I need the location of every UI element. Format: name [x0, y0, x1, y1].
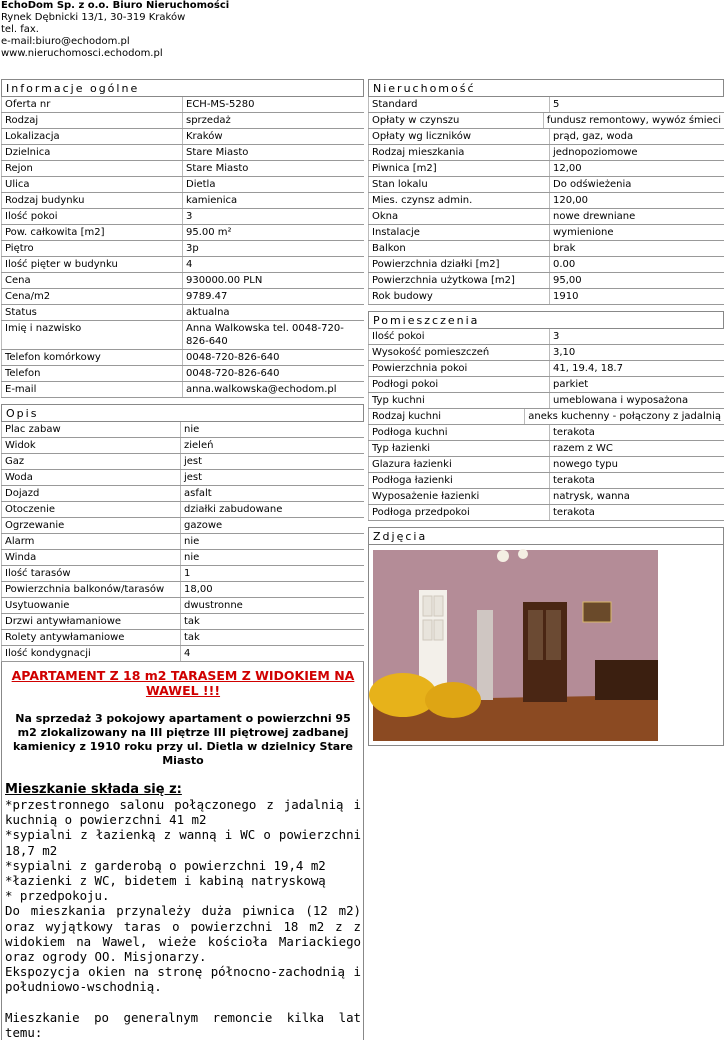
property-value: 5	[553, 99, 560, 110]
general-info-row	[1, 145, 364, 161]
general-info-value: Kraków	[186, 131, 223, 142]
opis-row	[1, 566, 364, 582]
opis-label: Powierzchnia balkonów/tarasów	[1, 582, 181, 597]
general-info-row	[1, 382, 364, 398]
general-info-value: Stare Miasto	[186, 147, 249, 158]
opis-row	[1, 518, 364, 534]
property-label: Stan lokalu	[368, 177, 550, 192]
property-value: prąd, gaz, woda	[553, 131, 634, 142]
opis-row	[1, 550, 364, 566]
rooms-value: 41, 19.4, 18.7	[553, 363, 623, 374]
rooms-label: Wysokość pomieszczeń	[368, 345, 550, 360]
opis-row	[1, 502, 364, 518]
rooms-label: Typ kuchni	[368, 393, 550, 408]
opis-table	[1, 422, 364, 662]
general-info-value: 930000.00 PLN	[186, 275, 263, 286]
opis-label: Otoczenie	[1, 502, 181, 517]
property-value: Do odświeżenia	[553, 179, 632, 190]
general-info-table	[1, 97, 364, 398]
living-room-illustration	[373, 550, 658, 741]
property-row	[368, 177, 724, 193]
property-row	[368, 225, 724, 241]
opis-row	[1, 630, 364, 646]
rooms-row	[368, 409, 724, 425]
opis-label: Woda	[1, 470, 181, 485]
property-value: 120,00	[553, 195, 588, 206]
rooms-value: terakota	[553, 475, 595, 486]
general-info-value: 0048-720-826-640	[186, 368, 280, 379]
opis-label: Usytuowanie	[1, 598, 181, 613]
general-info-row	[1, 97, 364, 113]
rooms-label: Typ łazienki	[368, 441, 550, 456]
opis-row	[1, 598, 364, 614]
opis-row	[1, 454, 364, 470]
opis-value: 4	[184, 648, 191, 659]
rooms-value: terakota	[553, 507, 595, 518]
general-info-label: Ilość pokoi	[1, 209, 183, 224]
rooms-label: Ilość pokoi	[368, 329, 550, 344]
rooms-value: terakota	[553, 427, 595, 438]
property-label: Okna	[368, 209, 550, 224]
rooms-value: aneks kuchenny - połączony z jadalnią	[528, 411, 721, 422]
property-value: 12,00	[553, 163, 582, 174]
general-info-row	[1, 177, 364, 193]
property-value: fundusz remontowy, wywóz śmieci	[546, 115, 721, 126]
opis-row	[1, 582, 364, 598]
general-info-value: ECH-MS-5280	[186, 99, 255, 110]
general-info-label: Cena	[1, 273, 183, 288]
general-info-row	[1, 129, 364, 145]
general-info-value: 4	[186, 259, 193, 270]
property-label: Standard	[368, 97, 550, 112]
company-email[interactable]: e-mail:biuro@echodom.pl	[1, 36, 130, 47]
rooms-row	[368, 473, 724, 489]
opis-value: tak	[184, 616, 200, 627]
section-opis-title: Opis	[1, 404, 364, 422]
property-label: Opłaty wg liczników	[368, 129, 550, 144]
rooms-label: Glazura łazienki	[368, 457, 550, 472]
section-general-title: Informacje ogólne	[1, 79, 364, 97]
description-subheading: Mieszkanie składa się z:	[5, 782, 182, 797]
rooms-value: nowego typu	[553, 459, 618, 470]
description-line: * przedpokoju.	[5, 888, 110, 904]
rooms-row	[368, 393, 724, 409]
description-line	[5, 995, 361, 1010]
description-line: *sypialni z łazienką z wanną i WC o powierzchni 18,7 m2	[5, 827, 361, 858]
agency-header	[1, 0, 229, 60]
general-info-value: Stare Miasto	[186, 163, 249, 174]
property-row	[368, 161, 724, 177]
general-info-label: Ilość pięter w budynku	[1, 257, 183, 272]
opis-label: Dojazd	[1, 486, 181, 501]
right-column	[368, 79, 724, 746]
general-info-row	[1, 273, 364, 289]
opis-label: Widok	[1, 438, 181, 453]
general-info-label: Piętro	[1, 241, 183, 256]
rooms-value: 3	[553, 331, 560, 342]
description-line: *sypialni z garderobą o powierzchni 19,4 m2	[5, 857, 326, 873]
description-box	[1, 662, 364, 1040]
property-value: brak	[553, 243, 576, 254]
property-label: Rok budowy	[368, 289, 550, 304]
opis-value: tak	[184, 632, 200, 643]
rooms-label: Wyposażenie łazienki	[368, 489, 550, 504]
rooms-value: 3,10	[553, 347, 576, 358]
rooms-table	[368, 329, 724, 521]
opis-row	[1, 438, 364, 454]
rooms-value: razem z WC	[553, 443, 613, 454]
property-label: Balkon	[368, 241, 550, 256]
property-value: 1910	[553, 291, 579, 302]
property-value: 0.00	[553, 259, 576, 270]
property-label: Instalacje	[368, 225, 550, 240]
general-info-label: Status	[1, 305, 183, 320]
opis-value: nie	[184, 536, 200, 547]
rooms-label: Podłoga przedpokoi	[368, 505, 550, 520]
general-info-row	[1, 257, 364, 273]
opis-label: Ilość tarasów	[1, 566, 181, 581]
description-line: Do mieszkania przynależy duża piwnica (12 m2) oraz wyjątkowy taras o powierzchni 18 m2 z z widokiem na Wawel, wieże kościoła Mariackiego oraz ogrody OO. Misjonarzy.	[5, 903, 361, 965]
opis-value: 18,00	[184, 584, 213, 595]
description-lead: Na sprzedaż 3 pokojowy apartament o powierzchni 95 m2 zlokalizowany na III piętrze III piętrowej zadbanej kamienicy z 1910 roku przy ul. Dietla w dzielnicy Stare Miasto	[12, 712, 354, 767]
general-info-label: Telefon komórkowy	[1, 350, 183, 365]
description-line: *łazienki z WC, bidetem i kabiną natryskową	[5, 873, 326, 889]
rooms-row	[368, 361, 724, 377]
rooms-label: Rodzaj kuchni	[368, 409, 525, 424]
opis-row	[1, 422, 364, 438]
rooms-row	[368, 345, 724, 361]
opis-row	[1, 646, 364, 662]
general-info-label: E-mail	[1, 382, 183, 397]
opis-value: zieleń	[184, 440, 214, 451]
opis-label: Ilość kondygnacji	[1, 646, 181, 661]
description-line: Ekspozycja okien na stronę północno-zachodnią i południowo-wschodnią.	[5, 964, 361, 995]
rooms-row	[368, 505, 724, 521]
general-info-row	[1, 225, 364, 241]
section-rooms-title: Pomieszczenia	[368, 311, 724, 329]
general-info-row	[1, 193, 364, 209]
general-info-value: Dietla	[186, 179, 216, 190]
property-row	[368, 209, 724, 225]
property-row	[368, 273, 724, 289]
general-info-label: Dzielnica	[1, 145, 183, 160]
general-info-label: Rodzaj budynku	[1, 193, 183, 208]
rooms-label: Podłoga kuchni	[368, 425, 550, 440]
general-info-row	[1, 350, 364, 366]
rooms-value: umeblowana i wyposażona	[553, 395, 689, 406]
rooms-row	[368, 441, 724, 457]
property-value: 95,00	[553, 275, 582, 286]
general-info-label: Oferta nr	[1, 97, 183, 112]
opis-label: Plac zabaw	[1, 422, 181, 437]
general-info-value: 9789.47	[186, 291, 228, 302]
general-info-label: Pow. całkowita [m2]	[1, 225, 183, 240]
property-label: Opłaty w czynszu	[368, 113, 544, 128]
property-row	[368, 289, 724, 305]
description-line: *przestronnego salonu połączonego z jadalnią i kuchnią o powierzchni 41 m2	[5, 797, 361, 828]
general-info-row	[1, 289, 364, 305]
opis-label: Winda	[1, 550, 181, 565]
description-line: Mieszkanie po generalnym remoncie kilka lat temu:	[5, 1009, 361, 1040]
opis-label: Gaz	[1, 454, 181, 469]
general-info-label: Rejon	[1, 161, 183, 176]
opis-row	[1, 534, 364, 550]
opis-value: dwustronne	[184, 600, 243, 611]
general-info-row	[1, 209, 364, 225]
opis-label: Alarm	[1, 534, 181, 549]
rooms-row	[368, 425, 724, 441]
rooms-row	[368, 377, 724, 393]
section-property-title: Nieruchomość	[368, 79, 724, 97]
opis-row	[1, 486, 364, 502]
rooms-label: Podłogi pokoi	[368, 377, 550, 392]
property-value: jednopoziomowe	[553, 147, 638, 158]
company-address: Rynek Dębnicki 13/1, 30-319 Kraków	[1, 12, 186, 23]
opis-row	[1, 470, 364, 486]
property-row	[368, 129, 724, 145]
property-row	[368, 113, 724, 129]
opis-value: działki zabudowane	[184, 504, 283, 515]
property-label: Piwnica [m2]	[368, 161, 550, 176]
rooms-label: Podłoga łazienki	[368, 473, 550, 488]
general-info-value: 0048-720-826-640	[186, 352, 280, 363]
description-body	[5, 797, 361, 1040]
opis-value: 1	[184, 568, 191, 579]
opis-value: nie	[184, 552, 200, 563]
general-info-label: Telefon	[1, 366, 183, 381]
opis-label: Drzwi antywłamaniowe	[1, 614, 181, 629]
general-info-label: Imię i nazwisko	[1, 321, 183, 349]
general-info-value: Anna Walkowska tel. 0048-720-826-640	[186, 323, 344, 347]
property-row	[368, 145, 724, 161]
general-info-value: sprzedaż	[186, 115, 231, 126]
rooms-label: Powierzchnia pokoi	[368, 361, 550, 376]
property-label: Powierzchnia użytkowa [m2]	[368, 273, 550, 288]
left-column	[1, 79, 364, 1040]
general-info-row	[1, 366, 364, 382]
rooms-value: natrysk, wanna	[553, 491, 630, 502]
property-row	[368, 241, 724, 257]
opis-value: gazowe	[184, 520, 223, 531]
company-name: EchoDom Sp. z o.o. Biuro Nieruchomości	[1, 0, 230, 11]
property-label: Rodzaj mieszkania	[368, 145, 550, 160]
company-phone: tel. fax.	[1, 24, 39, 35]
opis-value: jest	[184, 472, 203, 483]
opis-value: jest	[184, 456, 203, 467]
opis-row	[1, 614, 364, 630]
section-photos-title: Zdjęcia	[368, 527, 724, 545]
rooms-value: parkiet	[553, 379, 589, 390]
general-info-value: 3	[186, 211, 193, 222]
property-value: nowe drewniane	[553, 211, 636, 222]
property-value: wymienione	[553, 227, 614, 238]
opis-value: asfalt	[184, 488, 212, 499]
general-info-value: anna.walkowska@echodom.pl	[186, 384, 337, 395]
general-info-row	[1, 241, 364, 257]
photos-box	[368, 545, 724, 746]
property-label: Powierzchnia działki [m2]	[368, 257, 550, 272]
general-info-row	[1, 113, 364, 129]
general-info-value: 95.00 m²	[186, 227, 232, 238]
property-row	[368, 97, 724, 113]
general-info-row	[1, 161, 364, 177]
general-info-value: aktualna	[186, 307, 230, 318]
general-info-row	[1, 321, 364, 350]
opis-value: nie	[184, 424, 200, 435]
general-info-value: 3p	[186, 243, 199, 254]
description-headline: APARTAMENT Z 18 m2 TARASEM Z WIDOKIEM NA WAWEL !!!	[11, 668, 355, 698]
opis-label: Rolety antywłamaniowe	[1, 630, 181, 645]
apartment-photo[interactable]	[373, 550, 658, 741]
property-table	[368, 97, 724, 305]
rooms-row	[368, 489, 724, 505]
opis-label: Ogrzewanie	[1, 518, 181, 533]
rooms-row	[368, 457, 724, 473]
general-info-label: Lokalizacja	[1, 129, 183, 144]
rooms-row	[368, 329, 724, 345]
general-info-row	[1, 305, 364, 321]
general-info-value: kamienica	[186, 195, 238, 206]
property-row	[368, 257, 724, 273]
general-info-label: Rodzaj	[1, 113, 183, 128]
property-label: Mies. czynsz admin.	[368, 193, 550, 208]
property-row	[368, 193, 724, 209]
general-info-label: Ulica	[1, 177, 183, 192]
company-website[interactable]: www.nieruchomosci.echodom.pl	[1, 48, 163, 59]
general-info-label: Cena/m2	[1, 289, 183, 304]
